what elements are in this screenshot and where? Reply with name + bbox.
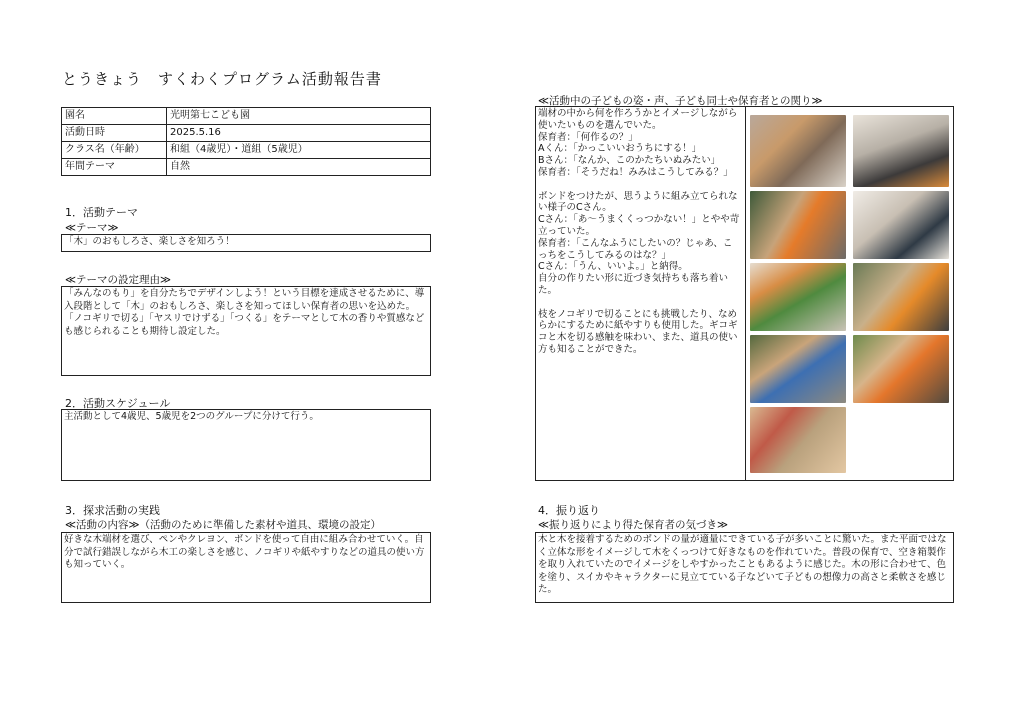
schedule-box: 主活動として4歳児、5歳児を2つのグループに分けて行う。	[61, 409, 431, 481]
photo-children-outdoors	[750, 335, 846, 403]
photo-wood-creations	[750, 407, 846, 473]
info-value: 自然	[167, 159, 431, 176]
theme-text-box: 「木」のおもしろさ、楽しさを知ろう！	[61, 234, 431, 252]
info-label: 年間テーマ	[62, 159, 167, 176]
photo-wood-workbench	[853, 263, 949, 331]
panel-divider	[745, 107, 746, 480]
info-row-school	[62, 108, 431, 125]
info-value: 2025.5.16	[167, 125, 431, 142]
photo-child-sawing	[853, 335, 949, 403]
theme-heading: 1．活動テーマ	[65, 206, 138, 219]
reflection-heading: 4．振り返り	[538, 504, 600, 517]
photo-children-wood-scraps	[750, 115, 846, 187]
info-value: 光明第七こども園	[167, 108, 431, 125]
photo-child-at-table	[853, 115, 949, 187]
photo-group-building	[750, 191, 846, 259]
info-label: クラス名（年齢）	[62, 142, 167, 159]
exploration-subheading: ≪活動の内容≫（活動のために準備した素材や道具、環境の設定）	[65, 519, 381, 531]
observation-panel	[535, 106, 954, 481]
theme-reason-subheading: ≪テーマの設定理由≫	[65, 274, 171, 286]
page-title: とうきょう すくわくプログラム活動報告書	[62, 70, 382, 88]
info-label: 園名	[62, 108, 167, 125]
theme-subheading: ≪テーマ≫	[65, 222, 119, 234]
exploration-box: 好きな木端材を選び、ペンやクレヨン、ボンドを使って自由に組み合わせていく。自分で試行錯誤しながら木工の楽しさを感じ、ノコギリや紙やすりなどの道具の使い方も知っていく。	[61, 532, 431, 603]
photo-grid	[750, 115, 949, 473]
info-row-date	[62, 125, 431, 142]
observation-heading: ≪活動中の子どもの姿・声、子ども同士や保育者との関り≫	[538, 95, 823, 107]
photo-child-with-teacher	[853, 191, 949, 259]
info-table	[61, 107, 431, 176]
theme-reason-box: 「みんなのもり」を自分たちでデザインしよう！という目標を達成させるために、導入段階として「木」のおもしろさ、楽しさを知ってほしい保育者の思いを込めた。「ノコギリで切る」「ヤスリでけずる」「つくる」をテーマとして木の香りや質感なども感じられることも期待し設定した。	[61, 286, 431, 376]
schedule-heading: 2．活動スケジュール	[65, 397, 171, 410]
info-row-annual-theme	[62, 159, 431, 176]
observation-narrative: 端材の中から何を作ろうかとイメージしながら使いたいものを選んでいた。 保育者：「何作るの？」 Aくん：「かっこいいおうちにする！」 Bさん：「なんか、このかたちいぬみたい」 保育者：「そうだね！みみはこうしてみる？」 ボンドをつけたが、思うように組み立てられない様子のCさん。 Cさん：「あ～うまくくっつかない！」とやや苛立っていた。 保育者：「こんなふうにしたいの？じゃあ、こっちをこうしてみるのはな？」 Cさん：「うん、いいよ。」と納得。 自分の作りたい形に近づき気持ちも落ち着いた。 枝をノコギリで切ることにも挑戦したり、なめらかにするために紙やすりも使用した。ギコギコと木を切る感触を味わい、また、道具の使い方も知ることができた。	[538, 108, 740, 355]
info-row-class	[62, 142, 431, 159]
info-label: 活動日時	[62, 125, 167, 142]
reflection-subheading: ≪振り返りにより得た保育者の気づき≫	[538, 519, 728, 531]
exploration-heading: 3．探求活動の実践	[65, 504, 160, 517]
reflection-box: 木と木を接着するためのボンドの量が適量にできている子が多いことに驚いた。また平面ではなく立体な形をイメージして木をくっつけて好きなものを作れていた。普段の保育で、空き箱製作を取り入れていたのでイメージをしやすかったこともあるように感じた。木の形に合わせて、色を塗り、スイカやキャラクターに見立てている子などいて子どもの想像力の高さと柔軟さを感じた。	[535, 532, 954, 603]
info-value: 和組（4歳児）・道組（5歳児）	[167, 142, 431, 159]
photo-children-crafting	[750, 263, 846, 331]
